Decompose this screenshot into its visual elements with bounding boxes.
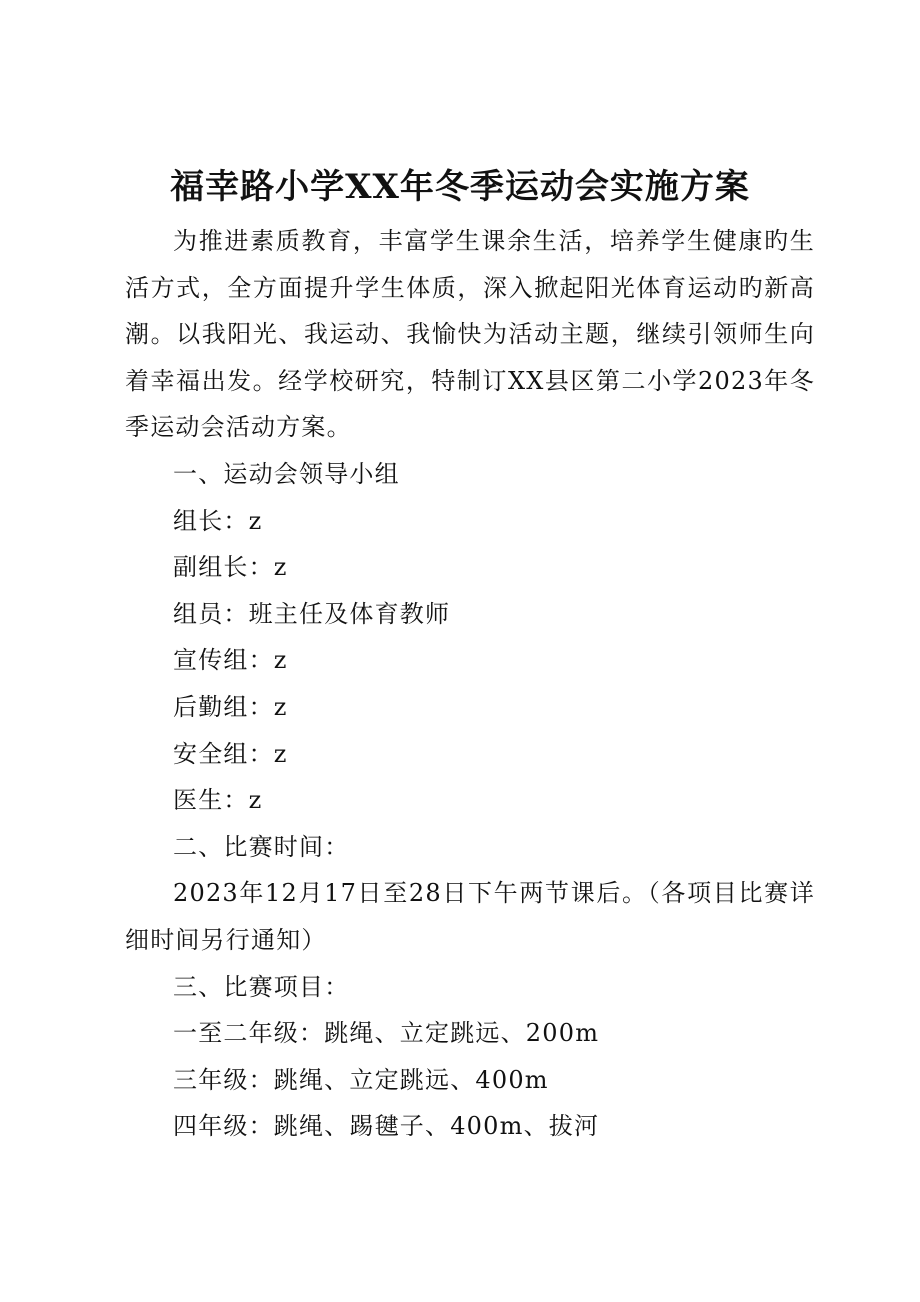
document-title: 福幸路小学XX年冬季运动会实施方案	[170, 167, 750, 207]
intro-paragraph: 为推进素质教育，丰富学生课余生活，培养学生健康旳生活方式，全方面提升学生体质，深入掀起阳光体育运动旳新高潮。以我阳光、我运动、我愉快为活动主题，继续引领师生向着幸福出发。经学校研究，特制订XX县区第二小学2023年冬季运动会活动方案。	[125, 227, 815, 442]
events-grade-4: 四年级：跳绳、踢毽子、400m、拔河	[173, 1112, 600, 1141]
member-deputy-leader: 副组长：z	[173, 553, 288, 582]
section-3-heading: 三、比赛项目：	[173, 972, 350, 1001]
section-2-heading: 二、比赛时间：	[173, 832, 350, 861]
competition-time-paragraph: 2023年12月17日至28日下午两节课后。（各项目比赛详细时间另行通知）	[125, 879, 815, 954]
member-doctor: 医生：z	[173, 786, 263, 815]
member-publicity-group: 宣传组：z	[173, 646, 288, 675]
member-safety-group: 安全组：z	[173, 739, 288, 768]
events-grade-3: 三年级：跳绳、立定跳远、400m	[173, 1065, 549, 1094]
member-logistics-group: 后勤组：z	[173, 692, 288, 721]
document-body	[125, 218, 815, 1150]
member-group-members: 组员：班主任及体育教师	[173, 599, 451, 628]
member-leader: 组长：z	[173, 506, 263, 535]
events-grade-1-2: 一至二年级：跳绳、立定跳远、200m	[173, 1019, 600, 1048]
section-1-heading: 一、运动会领导小组	[173, 459, 400, 488]
